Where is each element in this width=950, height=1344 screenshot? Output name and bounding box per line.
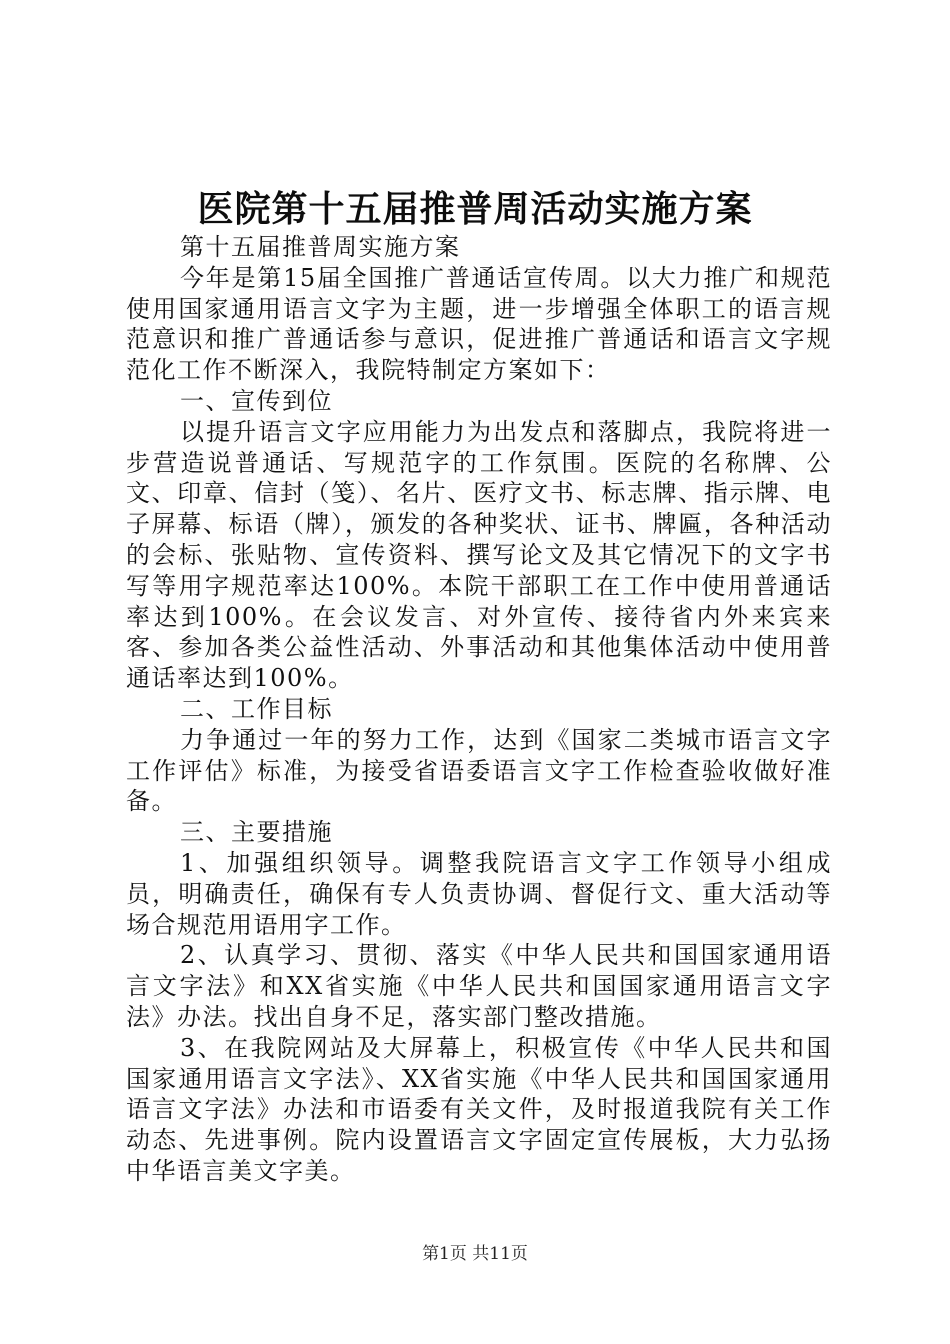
section-heading-goals: 二、工作目标 [180, 694, 333, 723]
subtitle-paragraph: 第十五届推普周实施方案 [180, 233, 461, 261]
section-heading-publicity: 一、宣传到位 [180, 386, 333, 415]
goals-paragraph: 力争通过一年的努力工作，达到《国家二类城市语言文字工作评估》标准，为接受省语委语言文字工作检查验收做好准备。 [126, 725, 832, 816]
measure-item-1: 1、加强组织领导。调整我院语言文字工作领导小组成员，明确责任，确保有专人负责协调、督促行文、重大活动等场合规范用语用字工作。 [126, 848, 832, 939]
publicity-paragraph: 以提升语言文字应用能力为出发点和落脚点，我院将进一步营造说普通话、写规范字的工作氛围。医院的名称牌、公文、印章、信封（笺）、名片、医疗文书、标志牌、指示牌、电子屏幕、标语（牌），颁发的各种奖状、证书、牌匾，各种活动的会标、张贴物、宣传资料、撰写论文及其它情况下的文字书写等用字规范率达100%。本院干部职工在工作中使用普通话率达到100%。在会议发言、对外宣传、接待省内外来宾来客、参加各类公益性活动、外事活动和其他集体活动中使用普通话率达到100%。 [126, 417, 832, 693]
measure-item-3: 3、在我院网站及大屏幕上，积极宣传《中华人民共和国国家通用语言文字法》、XX省实施《中华人民共和国国家通用语言文字法》办法和市语委有关文件，及时报道我院有关工作动态、先进事例。院内设置语言文字固定宣传展板，大力弘扬中华语言美文字美。 [126, 1033, 832, 1185]
document-title: 医院第十五届推普周活动实施方案 [197, 188, 753, 230]
measure-item-2: 2、认真学习、贯彻、落实《中华人民共和国国家通用语言文字法》和XX省实施《中华人民共和国国家通用语言文字法》办法。找出自身不足，落实部门整改措施。 [126, 941, 832, 1031]
document-body [126, 232, 832, 1187]
section-heading-measures: 三、主要措施 [180, 818, 333, 847]
page-number-footer: 第1页 共11页 [422, 1244, 528, 1264]
intro-paragraph: 今年是第15届全国推广普通话宣传周。以大力推广和规范使用国家通用语言文字为主题，进一步增强全体职工的语言规范意识和推广普通话参与意识，促进推广普通话和语言文字规范化工作不断深入，我院特制定方案如下： [126, 263, 832, 385]
